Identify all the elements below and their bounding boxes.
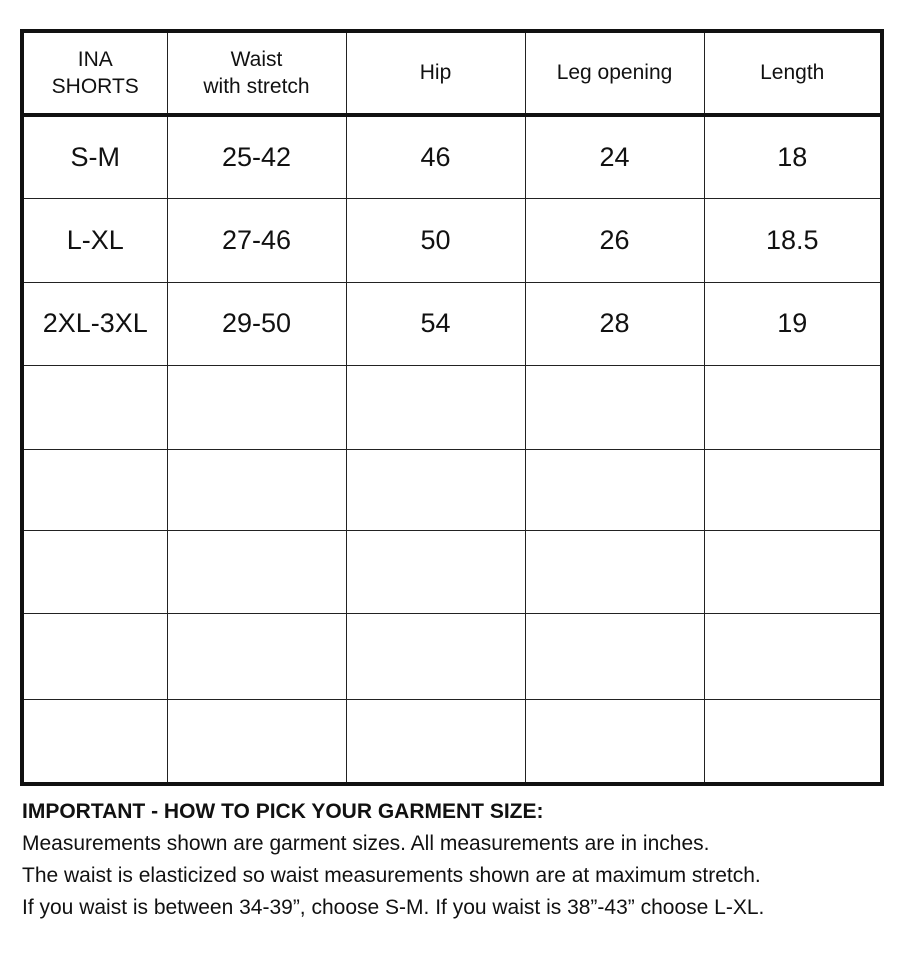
leg-opening-cell: 26: [525, 199, 704, 283]
waist-cell: [167, 449, 346, 530]
size-cell: S-M: [24, 115, 167, 199]
hip-cell: [346, 449, 525, 530]
size-chart-table-frame: [20, 29, 884, 786]
table-row: [24, 614, 880, 700]
notes-line-2: The waist is elasticized so waist measurements shown are at maximum stretch.: [22, 864, 761, 887]
notes-line-3: If you waist is between 34-39”, choose S-M. If you waist is 38”-43” choose L-XL.: [22, 896, 765, 919]
size-cell: L-XL: [24, 199, 167, 283]
hip-cell: 54: [346, 282, 525, 366]
table-row: [24, 699, 880, 782]
leg-opening-cell: [525, 366, 704, 450]
size-cell: [24, 699, 167, 782]
leg-opening-cell: [525, 530, 704, 614]
length-cell: [704, 366, 880, 450]
table-row: [24, 530, 880, 614]
waist-cell: [167, 614, 346, 700]
size-notes: [22, 796, 892, 924]
waist-cell: 25-42: [167, 115, 346, 199]
hip-cell: [346, 530, 525, 614]
size-cell: [24, 366, 167, 450]
notes-line-1: Measurements shown are garment sizes. All measurements are in inches.: [22, 832, 710, 855]
header-waist: [167, 33, 346, 115]
length-cell: [704, 449, 880, 530]
waist-cell: [167, 699, 346, 782]
leg-opening-cell: [525, 614, 704, 700]
header-hip: [346, 33, 525, 115]
hip-cell: [346, 699, 525, 782]
leg-opening-cell: [525, 699, 704, 782]
leg-opening-cell: [525, 449, 704, 530]
header-product: [24, 33, 167, 115]
header-hip-label: Hip: [419, 61, 452, 85]
hip-cell: [346, 366, 525, 450]
size-cell: 2XL-3XL: [24, 282, 167, 366]
waist-cell: 29-50: [167, 282, 346, 366]
header-product-line1: INA: [77, 47, 113, 71]
table-row: [24, 282, 880, 366]
header-leg-opening-label: Leg opening: [556, 61, 673, 85]
table-row: [24, 449, 880, 530]
hip-cell: 50: [346, 199, 525, 283]
header-length: [704, 33, 880, 115]
size-cell: [24, 614, 167, 700]
notes-heading: IMPORTANT - HOW TO PICK YOUR GARMENT SIZE:: [22, 800, 544, 823]
hip-cell: 46: [346, 115, 525, 199]
leg-opening-cell: 28: [525, 282, 704, 366]
length-cell: 18.5: [704, 199, 880, 283]
length-cell: [704, 614, 880, 700]
header-waist-line2: with stretch: [203, 75, 310, 98]
header-length-label: Length: [760, 61, 825, 85]
length-cell: [704, 699, 880, 782]
length-cell: [704, 530, 880, 614]
size-cell: [24, 449, 167, 530]
header-waist-line1: Waist: [230, 47, 283, 71]
waist-cell: [167, 366, 346, 450]
size-chart-table: [24, 33, 880, 782]
waist-cell: [167, 530, 346, 614]
waist-cell: 27-46: [167, 199, 346, 283]
hip-cell: [346, 614, 525, 700]
header-leg-opening: [525, 33, 704, 115]
table-row: [24, 115, 880, 199]
table-row: [24, 199, 880, 283]
header-product-line2: SHORTS: [51, 75, 139, 98]
length-cell: 19: [704, 282, 880, 366]
leg-opening-cell: 24: [525, 115, 704, 199]
length-cell: 18: [704, 115, 880, 199]
size-cell: [24, 530, 167, 614]
table-row: [24, 366, 880, 450]
header-row: [24, 33, 880, 115]
